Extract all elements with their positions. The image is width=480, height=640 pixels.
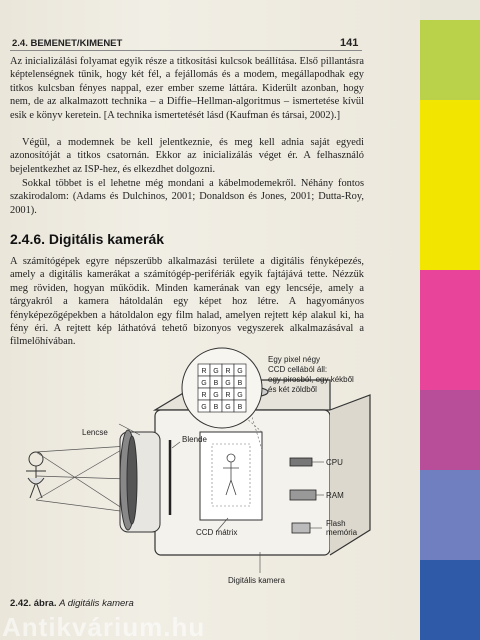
ccd-cell-label: G xyxy=(225,404,231,411)
ccd-matrix xyxy=(200,432,262,520)
pixel-note-line-3: egy pirosból, egy kékből xyxy=(268,375,354,384)
ccd-cell-label: R xyxy=(201,368,207,375)
ccd-cell-label: G xyxy=(213,392,219,399)
figure-number: 2.42. ábra. xyxy=(10,598,57,609)
section-heading: 2.4.6. Digitális kamerák xyxy=(10,231,165,247)
tab-edge-3 xyxy=(420,100,480,270)
subject-person-figure xyxy=(26,452,46,498)
ccd-cell-label: B xyxy=(213,380,219,387)
ccd-cell-label: R xyxy=(201,392,207,399)
label-shutter: Blende xyxy=(182,435,207,444)
tab-edge-6 xyxy=(420,470,480,560)
ccd-cell-label: G xyxy=(201,380,207,387)
ccd-cell-label: R xyxy=(225,392,231,399)
cpu-chip xyxy=(290,458,312,466)
ram-module xyxy=(290,490,316,500)
ccd-cell-label: G xyxy=(225,380,231,387)
watermark: Antikvárium.hu xyxy=(2,612,206,640)
label-cpu: CPU xyxy=(326,458,343,467)
figure-caption xyxy=(10,598,134,609)
paragraph-init: Az inicializálási folyamat egyik része a titkosítási kulcsok beállítása. Első pillantásra képtelenségnek tűnik, hogy két fél, a fejállomás és a modem, megállapodhak egy titkos kulcsban fényes nappal, ezer ember szeme láttára. Kiderült azonban, hogy nem, de az alkalmazott technika – a Diffie–Hellman-algoritmus – ismertetése kívül esik e könyv keretein. [A technika ismertetését lásd (Kaufman és társai, 2002).] xyxy=(10,56,364,121)
label-lens: Lencse xyxy=(82,428,108,437)
running-header-section: 2.4. BEMENET/KIMENET xyxy=(12,38,123,49)
tab-edge-4 xyxy=(420,270,480,390)
header-rule xyxy=(10,50,362,51)
tab-edge-7 xyxy=(420,560,480,640)
flash-memory-card xyxy=(292,523,310,533)
camera-figure xyxy=(0,340,420,610)
label-digital-camera: Digitális kamera xyxy=(228,576,285,585)
tab-edge-5 xyxy=(420,390,480,470)
light-rays xyxy=(36,446,128,512)
ccd-cell-label: G xyxy=(237,392,243,399)
label-flash-line-2: memória xyxy=(326,528,358,537)
tab-edge-2 xyxy=(420,20,480,100)
ccd-cell-label: B xyxy=(237,404,243,411)
label-ccd-matrix: CCD mátrix xyxy=(196,528,238,537)
paragraph-references: Sokkal többet is el lehetne még mondani a kábelmodemekről. Néhány fontos szakirodalom: (Adams és Dulchinos, 2001; Donaldson és Jones, 2001; Dutta-Roy, 2001). xyxy=(10,178,364,216)
ccd-cell-label: R xyxy=(225,368,231,375)
ccd-cell-label: B xyxy=(237,380,243,387)
tab-edge-1 xyxy=(420,0,480,20)
pixel-note-line-1: Egy pixel négy xyxy=(268,355,321,364)
digital-camera-diagram xyxy=(0,340,420,610)
ccd-cell-label: G xyxy=(201,404,207,411)
pixel-note-line-2: CCD cellából áll: xyxy=(268,365,328,374)
ccd-cell-label: B xyxy=(213,404,219,411)
ccd-cell-label: G xyxy=(213,368,219,375)
paragraph-login: Végül, a modemnek be kell jelentkeznie, és meg kell adnia saját egyedi azonosítóját a titkos csatornán. Ekkor az inicializálás véget ér. A felhasználó bejelentkezhet az ISP-hez, és elkezdhet dolgozni. xyxy=(10,137,364,175)
pixel-note-line-4: és két zöldből xyxy=(268,385,317,394)
page-edge-color-tabs xyxy=(420,0,480,640)
ccd-cell-label: G xyxy=(237,368,243,375)
figure-title: A digitális kamera xyxy=(59,598,134,609)
label-ram: RAM xyxy=(326,491,344,500)
page-number: 141 xyxy=(340,37,359,49)
lens xyxy=(120,430,160,532)
paragraph-digital-cameras: A számítógépek egyre népszerűbb alkalmazási területe a digitális fényképezés, amely a digitális kamerákat a számítógép-perifériák egyik fajtájává tette. Nézzük meg röviden, hogyan működik. Minden kamerának van egy lencséje, amely a tárgyakról a kamera hátoldalán egy képet hoz létre. A hagyományos fényképezőgépekben a hátoldalon egy film halad, amelyen rejtett kép alakul ki, ha fény éri. A rejtett kép láthatóvá tehető bizonyos vegyszerek alkalmazásával a filmelőhívában. xyxy=(10,256,364,348)
label-flash-line-1: Flash xyxy=(326,519,346,528)
